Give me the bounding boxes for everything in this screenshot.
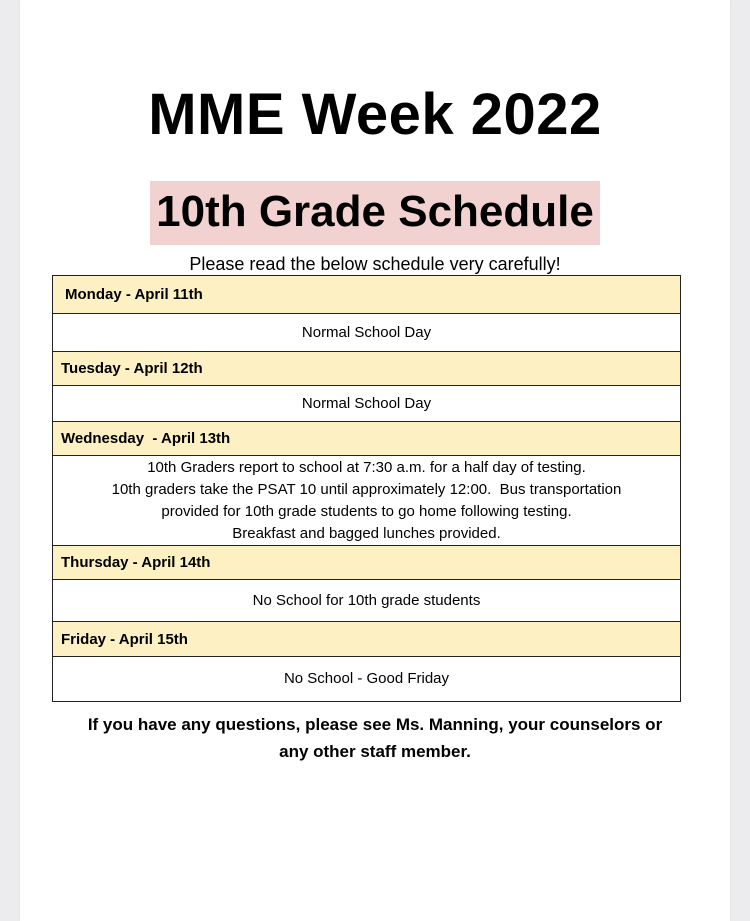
schedule-day-row-tuesday xyxy=(53,352,681,386)
footer-note xyxy=(60,711,690,765)
schedule-desc-row-wednesday xyxy=(53,456,681,546)
day-description: Normal School Day xyxy=(53,314,681,352)
day-label: Monday - April 11th xyxy=(53,276,681,314)
schedule-desc-row-monday xyxy=(53,314,681,352)
schedule-day-row-wednesday xyxy=(53,422,681,456)
schedule-day-row-friday xyxy=(53,622,681,657)
schedule-desc-row-thursday xyxy=(53,580,681,622)
description-line: Breakfast and bagged lunches provided. xyxy=(232,524,501,542)
day-label: Friday - April 15th xyxy=(53,622,681,657)
description-line: 10th Graders report to school at 7:30 a.m. for a half day of testing. xyxy=(147,458,586,476)
schedule-desc-row-friday xyxy=(53,657,681,702)
schedule-table xyxy=(52,275,681,702)
footer-line: If you have any questions, please see Ms. Manning, your counselors or xyxy=(87,715,663,734)
schedule-day-row-thursday xyxy=(53,546,681,580)
schedule-day-row-monday xyxy=(53,276,681,314)
schedule-desc-row-tuesday xyxy=(53,386,681,422)
day-description: No School for 10th grade students xyxy=(53,580,681,622)
day-label: Tuesday - April 12th xyxy=(53,352,681,386)
subtitle-container xyxy=(20,181,730,245)
footer-line: any other staff member. xyxy=(279,742,471,761)
document-page xyxy=(20,0,730,921)
document-subtitle: 10th Grade Schedule xyxy=(150,181,600,245)
day-description: Normal School Day xyxy=(53,386,681,422)
instruction-text: Please read the below schedule very carefully! xyxy=(189,254,561,274)
day-label: Wednesday - April 13th xyxy=(53,422,681,456)
description-line: 10th graders take the PSAT 10 until approximately 12:00. Bus transportation xyxy=(111,480,622,498)
day-description: No School - Good Friday xyxy=(53,657,681,702)
document-title: MME Week 2022 xyxy=(148,82,602,147)
day-description xyxy=(53,456,681,546)
description-line: provided for 10th grade students to go home following testing. xyxy=(161,502,572,520)
day-label: Thursday - April 14th xyxy=(53,546,681,580)
